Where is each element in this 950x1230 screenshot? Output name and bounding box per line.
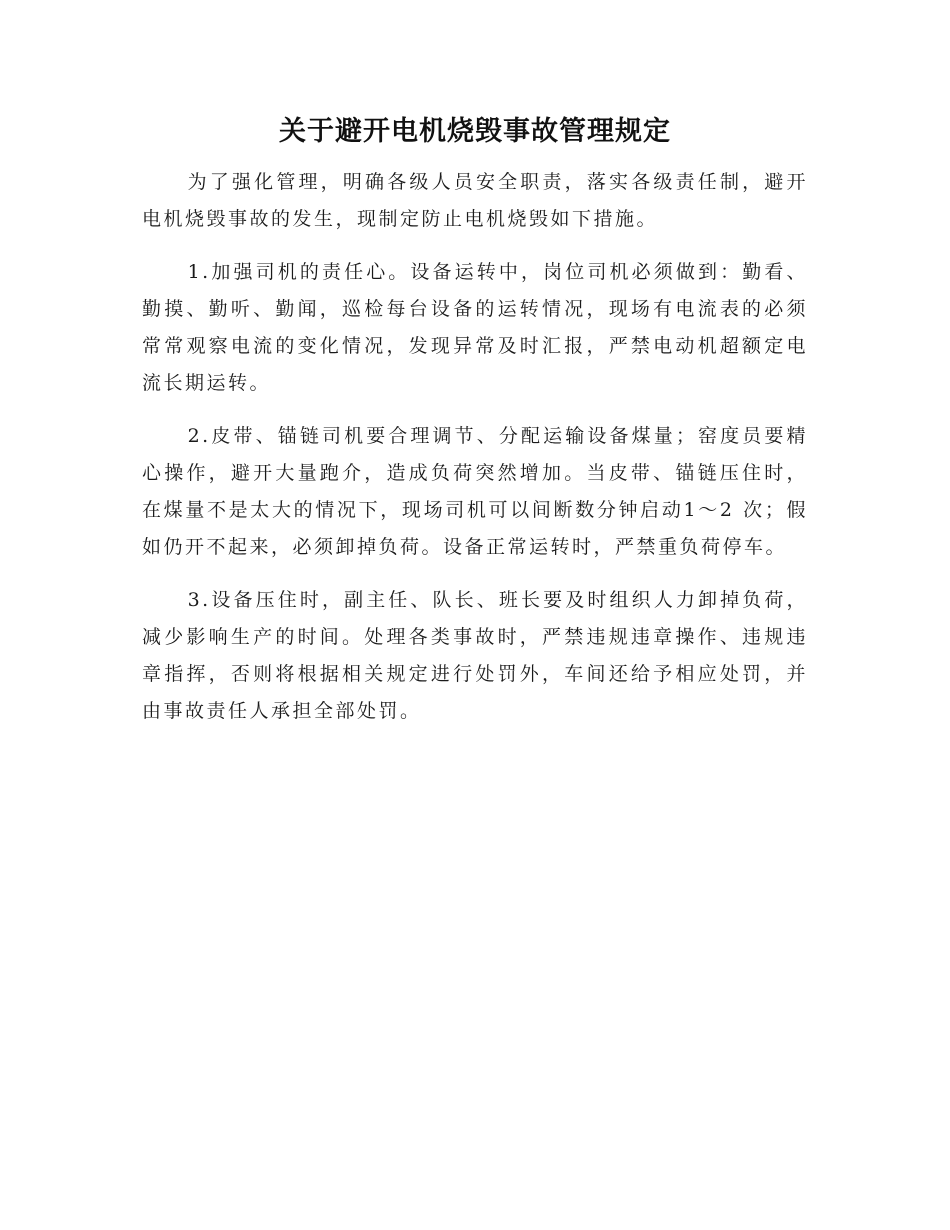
intro-paragraph: 为了强化管理，明确各级人员安全职责，落实各级责任制，避开电机烧毁事故的发生，现制定防止电机烧毁如下措施。 (142, 171, 808, 230)
document-body (142, 164, 808, 746)
paragraph-item-1: 1.加强司机的责任心。设备运转中，岗位司机必须做到：勤看、勤摸、勤听、勤闻，巡检每台设备的运转情况，现场有电流表的必须常常观察电流的变化情况，发现异常及时汇报，严禁电动机超额定电流长期运转。 (142, 261, 808, 394)
paragraph-item-2: 2.皮带、锚链司机要合理调节、分配运输设备煤量；窑度员要精心操作，避开大量跑介，造成负荷突然增加。当皮带、锚链压住时，在煤量不是太大的情况下，现场司机可以间断数分钟启动1～2 次；假如仍开不起来，必须卸掉负荷。设备正常运转时，严禁重负荷停车。 (142, 425, 808, 558)
document-title: 关于避开电机烧毁事故管理规定 (279, 116, 671, 147)
paragraph-item-3: 3.设备压住时，副主任、队长、班长要及时组织人力卸掉负荷，减少影响生产的时间。处理各类事故时，严禁违规违章操作、违规违章指挥，否则将根据相关规定进行处罚外，车间还给予相应处罚，并由事故责任人承担全部处罚。 (142, 589, 808, 722)
